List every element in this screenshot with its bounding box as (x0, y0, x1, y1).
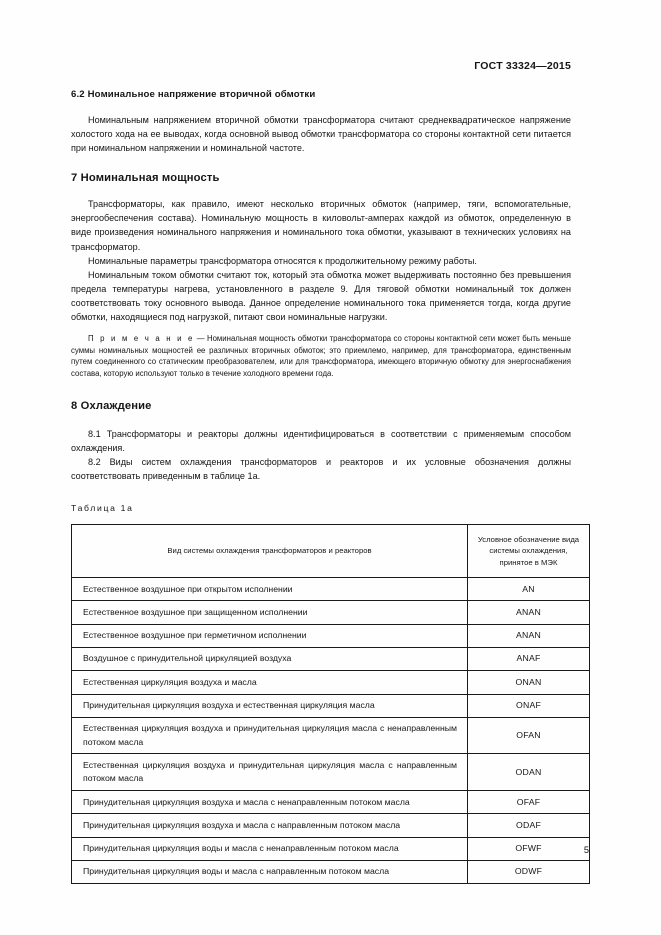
cell-cooling-system-type: Естественное воздушное при защищенном исполнении (72, 601, 468, 624)
table-row (72, 814, 590, 837)
spacer (71, 380, 571, 400)
spacer (71, 155, 571, 172)
table-body (72, 578, 590, 884)
page-number: 5 (583, 845, 589, 855)
table-row (72, 860, 590, 883)
cell-cooling-system-type: Естественная циркуляция воздуха и масла (72, 671, 468, 694)
cell-iec-designation: ONAN (468, 671, 590, 694)
page-content (71, 89, 580, 884)
cell-cooling-system-type: Естественное воздушное при герметичном исполнении (72, 624, 468, 647)
cell-cooling-system-type: Естественная циркуляция воздуха и принудительная циркуляция масла с направленным потоком масла (72, 754, 468, 791)
table-header-row (72, 524, 590, 577)
cell-iec-designation: ODAF (468, 814, 590, 837)
note-text: — Номинальная мощность обмотки трансформатора со стороны контактной сети может быть меньше суммы номинальных мощностей ее различных вторичных обмоток; это приемлемо, например, для трансформатора, единственным путем соединенного со статическим преобразователем, или для трансформатора, имеющего вторичную обмотку для энергоснабжения состава, которую используют только в течение холодного времени года. (71, 334, 571, 378)
cell-iec-designation: ODAN (468, 754, 590, 791)
cell-cooling-system-type: Принудительная циркуляция воды и масла с направленным потоком масла (72, 860, 468, 883)
cell-iec-designation: ONAF (468, 694, 590, 717)
table-row (72, 624, 590, 647)
cell-cooling-system-type: Естественное воздушное при открытом исполнении (72, 578, 468, 601)
table-row (72, 791, 590, 814)
table-head (72, 524, 590, 577)
cell-iec-designation: OFAF (468, 791, 590, 814)
table-row (72, 601, 590, 624)
table-row (72, 754, 590, 791)
cell-cooling-system-type: Принудительная циркуляция воды и масла с ненаправленным потоком масла (72, 837, 468, 860)
table-caption: Таблица 1а (71, 502, 134, 513)
column-header-iec-designation: Условное обозначение вида системы охлаждения, принятое в МЭК (468, 524, 590, 577)
note-label: П р и м е ч а н и е (88, 334, 195, 344)
clause-6-2-title: 6.2 Номинальное напряжение вторичной обмотки (71, 89, 316, 100)
cell-cooling-system-type: Воздушное с принудительной циркуляцией воздуха (72, 647, 468, 670)
cell-iec-designation: ANAN (468, 624, 590, 647)
clause-8-1-paragraph: 8.1 Трансформаторы и реакторы должны идентифицироваться в соответствии с применяемым способом охлаждения. (71, 428, 571, 453)
table-row (72, 671, 590, 694)
cell-cooling-system-type: Принудительная циркуляция воздуха и масла с направленным потоком масла (72, 814, 468, 837)
section-7-paragraph-3: Номинальным током обмотки считают ток, который эта обмотка может выдерживать постоянно без превышения предела температуры нагрева, установленного в разделе 9. Для тяговой обмотки номинальный ток должен соответствовать току основного вывода. Данное определение номинального тока применяется тогда, когда другие обмотки, находящиеся под нагрузкой, питают свои номинальные нагрузки. (71, 269, 571, 323)
spacer (71, 100, 571, 113)
cell-cooling-system-type: Принудительная циркуляция воздуха и естественная циркуляция масла (72, 694, 468, 717)
spacer (71, 513, 571, 524)
clause-8-2-paragraph: 8.2 Виды систем охлаждения трансформаторов и реакторов и их условные обозначения должны соответствовать приведенным в таблице 1а. (71, 456, 571, 481)
spacer (71, 412, 571, 427)
table-row (72, 837, 590, 860)
section-7-paragraph-1: Трансформаторы, как правило, имеют несколько вторичных обмоток (например, тяги, вспомогательные, энергообеспечения состава). Номинальную мощность в киловольт-амперах каждой из обмоток, определенную в виде произведения номинального напряжения и номинального тока обмотки, указывают в технических условиях на трансформатор. (71, 199, 571, 252)
cell-iec-designation: OFWF (468, 837, 590, 860)
cell-iec-designation: OFAN (468, 717, 590, 754)
cell-iec-designation: ANAN (468, 601, 590, 624)
table-row (72, 647, 590, 670)
table-row (72, 694, 590, 717)
cell-iec-designation: ANAF (468, 647, 590, 670)
spacer (71, 324, 571, 333)
table-row (72, 717, 590, 754)
cell-cooling-system-type: Принудительная циркуляция воздуха и масла с ненаправленным потоком масла (72, 791, 468, 814)
clause-6-2-paragraph: Номинальным напряжением вторичной обмотки трансформатора считают среднеквадратическое напряжение холостого хода на ее выводах, когда основной вывод обмотки трансформатора со стороны контактной сети питается при номинальном напряжении и номинальной частоте. (71, 115, 571, 154)
cell-cooling-system-type: Естественная циркуляция воздуха и принудительная циркуляция масла с ненаправленным потоком масла (72, 717, 468, 754)
table-row (72, 578, 590, 601)
running-header-standard-number: ГОСТ 33324—2015 (474, 60, 571, 72)
section-7-title: 7 Номинальная мощность (71, 172, 220, 185)
cell-iec-designation: AN (522, 583, 535, 594)
cooling-systems-table (71, 524, 590, 884)
cell-iec-designation: ODWF (468, 860, 590, 883)
spacer (71, 483, 571, 503)
section-7-note (71, 333, 571, 379)
section-7-paragraph-2: Номинальные параметры трансформатора относятся к продолжительному режиму работы. (88, 255, 477, 266)
section-8-title: 8 Охлаждение (71, 399, 152, 412)
column-header-cooling-system-type: Вид системы охлаждения трансформаторов и реакторов (72, 524, 468, 577)
spacer (71, 184, 571, 197)
